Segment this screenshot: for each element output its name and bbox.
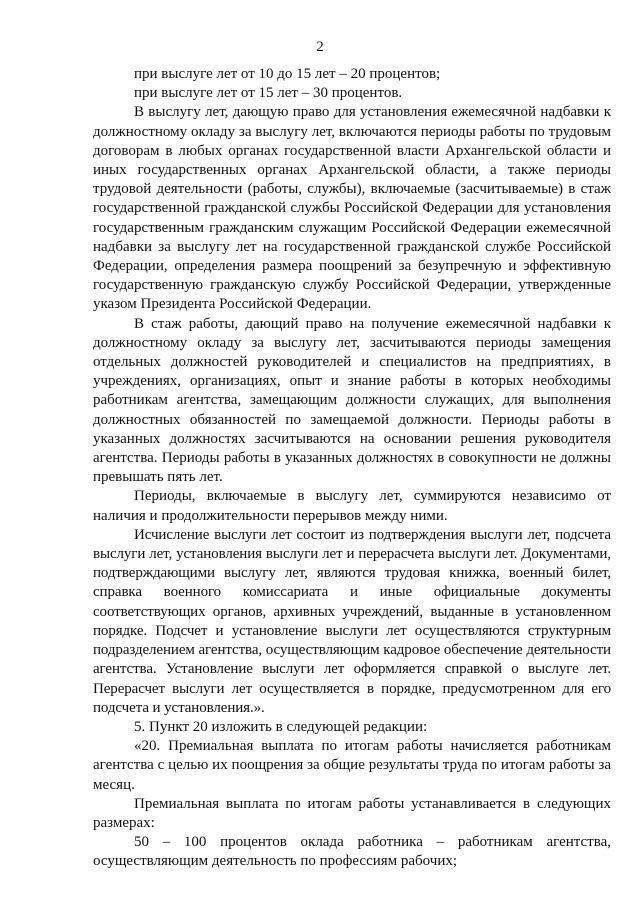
paragraph-item-5: 5. Пункт 20 изложить в следующей редакции: (134, 718, 428, 735)
paragraph-periods-summed: Периоды, включаемые в выслугу лет, суммируются независимо от наличия и продолжительности перерывов между ними. (93, 488, 611, 524)
paragraph-bonus-20: при выслуге лет от 10 до 15 лет – 20 процентов; (134, 66, 441, 82)
document-body (93, 65, 611, 872)
page-number: 2 (316, 39, 324, 55)
paragraph-bonus-sizes: Премиальная выплата по итогам работы устанавливается в следующих размерах: (93, 795, 611, 831)
paragraph-bonus-30: при выслуге лет от 15 лет – 30 процентов. (134, 85, 403, 102)
paragraph-item-20: «20. Премиальная выплата по итогам работы начисляется работникам агентства с целью их поощрения за общие результаты труда по итогам работы за месяц. (93, 738, 611, 793)
paragraph-service-length: В выслугу лет, дающую право для установления ежемесячной надбавки к должностному окладу за выслугу лет, включаются периоды работы по трудовым договорам в любых органах государственной власти Архангельской области и иных государственных органах Архангельской области, а также периоды трудовой деятельности (работы, службы), включаемые (засчитываемые) в стаж государственной гражданской службы Российской Федерации для установления государственным гражданским служащим Российской Федерации ежемесячной надбавки за выслугу лет на государственной гражданской службе Российской Федерации, определения размера поощрений за безупречную и эффективную государственную гражданскую службу Российской Федерации, утвержденные указом Президента Российской Федерации. (93, 104, 611, 313)
paragraph-calculation: Исчисление выслуги лет состоит из подтверждения выслуги лет, подсчета выслуги лет, установления выслуги лет и перерасчета выслуги лет. Документами, подтверждающими выслугу лет, являются трудовая книжка, военный билет, справка военного комиссариата и иные официальные документы соответствующих органов, архивных учреждений, выданные в установленном порядке. Подсчет и установление выслуги лет осуществляются структурным подразделением агентства, осуществляющим кадровое обеспечение деятельности агентства. Установление выслуги лет оформляется справкой о выслуге лет. Перерасчет выслуги лет осуществляется в порядке, предусмотренном для его подсчета и установления.». (93, 526, 611, 716)
paragraph-workers-bonus: 50 – 100 процентов оклада работника – работникам агентства, осуществляющим деятельность по профессиям рабочих; (93, 834, 611, 870)
paragraph-work-experience: В стаж работы, дающий право на получение ежемесячной надбавки к должностному окладу за выслугу лет, засчитываются периоды замещения отдельных должностей руководителей и специалистов на предприятиях, в учреждениях, организациях, опыт и знание работы в которых необходимы работникам агентства, замещающим должности служащих, для выполнения должностных обязанностей по замещаемой должности. Периоды работы в указанных должностях засчитываются на основании решения руководителя агентства. Периоды работы в указанных должностях в совокупности не должны превышать пять лет. (93, 315, 611, 486)
